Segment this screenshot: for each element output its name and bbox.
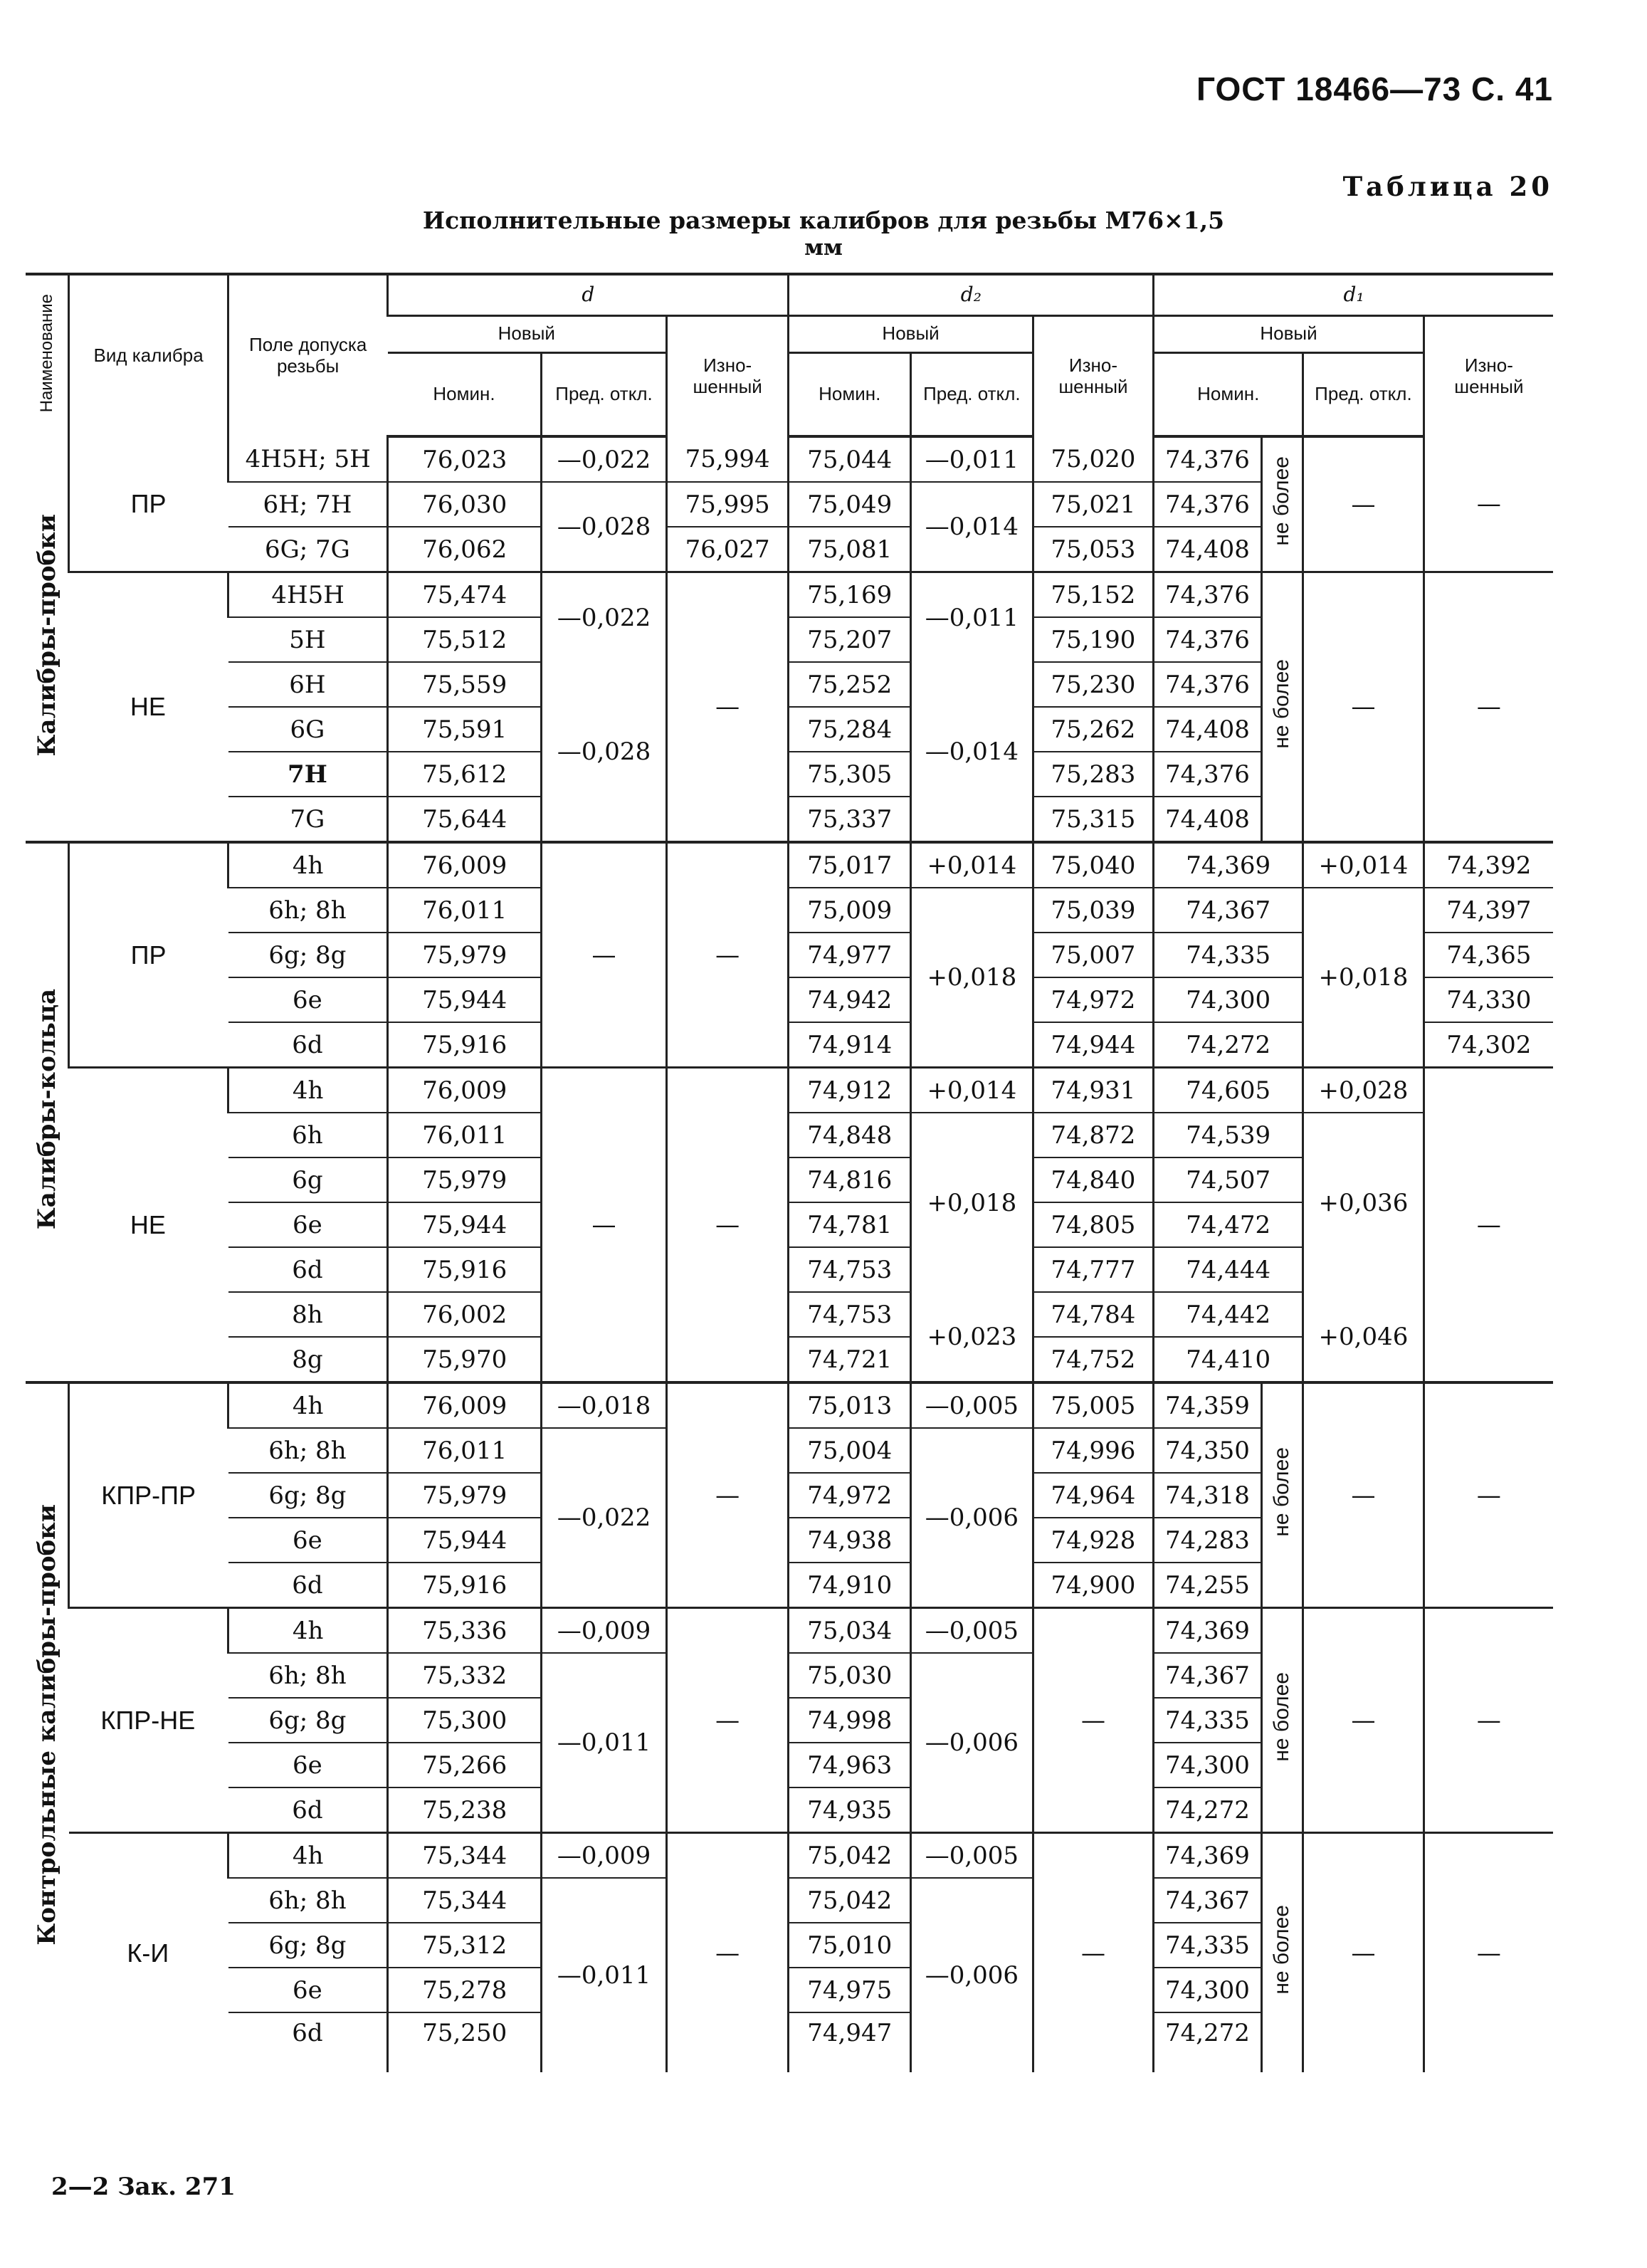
table-title: Исполнительные размеры калибров для резьбы M76×1,5 (422, 206, 1225, 234)
d-worn-cell: 76,027 (666, 527, 789, 572)
group-label-control-plug-gauges: Контрольные калибры-пробки (26, 1382, 69, 2072)
d1-dev-cell: +0,018 (1303, 888, 1424, 1068)
d2-nom-cell: 75,207 (789, 617, 911, 662)
d2-worn-cell: 75,190 (1033, 617, 1154, 662)
tolerance-cell: 6h (228, 1113, 388, 1157)
table-row (26, 1382, 1553, 1428)
note-max: не более (1261, 1382, 1303, 1608)
d1-nom-cell: 74,283 (1154, 1518, 1261, 1563)
tolerance-cell: 4h (228, 1833, 388, 1879)
d2-nom-cell: 74,938 (789, 1518, 911, 1563)
group-label-plug-gauges: Калибры-пробки (32, 514, 61, 757)
d1-nom-cell: 74,300 (1154, 977, 1303, 1022)
d-worn-cell: — (666, 1608, 789, 1833)
d2-nom-cell: 75,305 (789, 752, 911, 797)
tolerance-cell: 6d (228, 1787, 388, 1833)
d1-nom-cell: 74,472 (1154, 1202, 1303, 1247)
d-nom-cell: 75,300 (388, 1698, 542, 1743)
d1-dev-cell: +0,036 (1303, 1113, 1424, 1292)
d2-worn-cell: 74,944 (1033, 1022, 1154, 1068)
gauge-kind: КПР-НЕ (100, 1705, 196, 1735)
d-dev-cell: —0,009 (542, 1608, 667, 1654)
tolerance-cell: 6e (228, 1202, 388, 1247)
tolerance-cell: 6e (228, 977, 388, 1022)
d-nom-cell: 75,944 (388, 977, 542, 1022)
d-nom-cell: 76,009 (388, 1382, 542, 1428)
col-header-d-new: Новый (388, 315, 667, 352)
tolerance-cell: 6g (228, 1157, 388, 1202)
page-footer: 2—2 Зак. 271 (51, 2173, 236, 2201)
d2-dev-cell: —0,011 (911, 572, 1033, 663)
d-worn-cell: — (666, 572, 789, 843)
d1-nom-cell: 74,272 (1154, 1022, 1303, 1068)
d-nom-cell: 75,512 (388, 617, 542, 662)
d1-dev-cell: +0,014 (1303, 842, 1424, 888)
d1-nom-cell: 74,410 (1154, 1337, 1303, 1382)
d-worn-cell: 75,994 (666, 436, 789, 482)
col-header-d: d (388, 274, 789, 315)
d2-nom-cell: 75,017 (789, 842, 911, 888)
d2-nom-cell: 74,998 (789, 1698, 911, 1743)
d2-worn-cell: 74,777 (1033, 1247, 1154, 1292)
tolerance-cell: 6h; 8h (228, 1653, 388, 1698)
d1-nom-cell: 74,376 (1154, 617, 1261, 662)
d1-nom-cell: 74,408 (1154, 707, 1261, 752)
table-row (26, 572, 1553, 618)
tolerance-cell: 4h (228, 1608, 388, 1654)
table-row (26, 436, 1553, 482)
table-row (26, 1292, 1553, 1337)
d-nom-cell: 76,011 (388, 888, 542, 933)
col-header-d2-worn: Изно- шенный (1033, 315, 1154, 436)
d-nom-cell: 75,612 (388, 752, 542, 797)
d1-dev-cell: — (1303, 1382, 1424, 1608)
d-nom-cell: 76,002 (388, 1292, 542, 1337)
d1-nom-cell: 74,408 (1154, 797, 1261, 842)
gauge-kind: ПР (69, 842, 228, 1068)
tolerance-cell: 6g; 8g (228, 1473, 388, 1518)
tolerance-cell: 4h (228, 1068, 388, 1113)
d-nom-cell: 76,011 (388, 1428, 542, 1473)
d2-worn-cell: 74,752 (1033, 1337, 1154, 1382)
d1-nom-cell: 74,605 (1154, 1068, 1303, 1113)
d2-nom-cell: 74,914 (789, 1022, 911, 1068)
d1-nom-cell: 74,376 (1154, 482, 1261, 527)
d2-worn-cell: 74,964 (1033, 1473, 1154, 1518)
d1-dev-cell: — (1303, 1608, 1424, 1833)
d-nom-cell: 76,009 (388, 842, 542, 888)
tolerance-cell: 8g (228, 1337, 388, 1382)
col-header-d2-new: Новый (789, 315, 1033, 352)
gauge-kind: К-И (127, 1938, 169, 1968)
tolerance-cell: 6G (228, 707, 388, 752)
d1-nom-cell: 74,376 (1154, 752, 1261, 797)
d2-dev-cell: —0,014 (911, 482, 1033, 572)
col-header-d2-dev: Пред. откл. (911, 352, 1033, 436)
d-nom-cell: 75,979 (388, 1157, 542, 1202)
d-dev-cell: —0,022 (542, 436, 667, 482)
d2-worn-cell: 75,053 (1033, 527, 1154, 572)
tolerance-cell: 6h; 8h (228, 1428, 388, 1473)
d2-nom-cell: 75,013 (789, 1382, 911, 1428)
d2-worn-cell: 74,805 (1033, 1202, 1154, 1247)
d2-worn-cell: — (1033, 1833, 1154, 2073)
d1-worn-cell: — (1424, 1833, 1553, 2073)
d1-nom-cell: 74,367 (1154, 1878, 1261, 1923)
d2-nom-cell: 75,010 (789, 1923, 911, 1968)
d-dev-cell: —0,009 (542, 1833, 667, 1879)
d2-worn-cell: 75,283 (1033, 752, 1154, 797)
d2-nom-cell: 75,049 (789, 482, 911, 527)
page-header: ГОСТ 18466—73 С. 41 (1196, 70, 1553, 107)
col-header-d1-worn: Изно- шенный (1424, 315, 1553, 436)
tolerance-cell: 6G; 7G (228, 527, 388, 572)
d1-nom-cell: 74,300 (1154, 1743, 1261, 1787)
tolerance-cell: 4H5H (228, 572, 388, 618)
gauge-kind: КПР-ПР (69, 1382, 228, 1608)
tolerance-cell: 6g; 8g (228, 933, 388, 977)
d2-worn-cell: 74,996 (1033, 1428, 1154, 1473)
d2-nom-cell: 75,042 (789, 1878, 911, 1923)
tolerance-cell: 7G (228, 797, 388, 842)
d-worn-cell: — (666, 1382, 789, 1608)
d2-nom-cell: 74,753 (789, 1292, 911, 1337)
d1-nom-cell: 74,255 (1154, 1563, 1261, 1608)
d2-nom-cell: 74,942 (789, 977, 911, 1022)
d2-worn-cell: — (1033, 1608, 1154, 1833)
tolerance-cell: 6e (228, 1968, 388, 2012)
d1-worn-cell: 74,392 (1424, 842, 1553, 888)
d-nom-cell: 75,474 (388, 572, 542, 618)
d2-worn-cell: 74,931 (1033, 1068, 1154, 1113)
d-nom-cell: 75,944 (388, 1202, 542, 1247)
d1-nom-cell: 74,335 (1154, 933, 1303, 977)
d2-worn-cell: 74,928 (1033, 1518, 1154, 1563)
d1-dev-cell: — (1303, 572, 1424, 843)
d1-nom-cell: 74,359 (1154, 1382, 1261, 1428)
d-dev-cell: —0,011 (542, 1878, 667, 2072)
table-row (26, 1068, 1553, 1113)
d1-nom-cell: 74,507 (1154, 1157, 1303, 1202)
d-nom-cell: 75,591 (388, 707, 542, 752)
d2-nom-cell: 74,910 (789, 1563, 911, 1608)
tolerance-cell: 6e (228, 1743, 388, 1787)
d2-nom-cell: 74,753 (789, 1247, 911, 1292)
gauge-kind: ПР (69, 436, 228, 572)
tolerance-cell: 6g; 8g (228, 1698, 388, 1743)
d1-worn-cell: — (1424, 1608, 1553, 1833)
d-dev-cell: —0,018 (542, 1382, 667, 1428)
d2-worn-cell: 74,784 (1033, 1292, 1154, 1337)
d-nom-cell: 75,344 (388, 1833, 542, 1879)
d2-nom-cell: 75,009 (789, 888, 911, 933)
d-worn-cell: — (666, 1068, 789, 1383)
col-header-d1: d₁ (1154, 274, 1553, 315)
d2-worn-cell: 74,872 (1033, 1113, 1154, 1157)
d-nom-cell: 75,979 (388, 933, 542, 977)
d2-worn-cell: 75,262 (1033, 707, 1154, 752)
d1-dev-cell: +0,028 (1303, 1068, 1424, 1113)
tolerance-cell: 6d (228, 1247, 388, 1292)
col-header-d2: d₂ (789, 274, 1154, 315)
col-header-d-dev: Пред. откл. (542, 352, 667, 436)
d1-worn-cell: 74,365 (1424, 933, 1553, 977)
d-nom-cell: 75,916 (388, 1247, 542, 1292)
tolerance-cell: 4h (228, 842, 388, 888)
d1-nom-cell: 74,369 (1154, 1833, 1261, 1879)
col-header-d1-dev: Пред. откл. (1303, 352, 1424, 436)
d2-dev-cell: —0,006 (911, 1878, 1033, 2072)
d2-dev-cell: +0,014 (911, 842, 1033, 888)
d-nom-cell: 75,266 (388, 1743, 542, 1787)
d2-worn-cell: 75,152 (1033, 572, 1154, 618)
d2-dev-cell: +0,014 (911, 1068, 1033, 1113)
d2-nom-cell: 75,030 (789, 1653, 911, 1698)
d1-nom-cell: 74,318 (1154, 1473, 1261, 1518)
d-nom-cell: 75,979 (388, 1473, 542, 1518)
d1-nom-cell: 74,367 (1154, 1653, 1261, 1698)
gauge-kind: НЕ (130, 1209, 166, 1239)
d1-dev-cell: — (1303, 1833, 1424, 2073)
d2-worn-cell: 75,005 (1033, 1382, 1154, 1428)
col-header-tolerance: Поле допуска резьбы (228, 274, 388, 436)
d-nom-cell: 75,250 (388, 2012, 542, 2072)
d-dev-cell: —0,022 (542, 572, 667, 663)
d2-worn-cell: 75,007 (1033, 933, 1154, 977)
d-worn-cell: — (666, 842, 789, 1068)
d1-nom-cell: 74,350 (1154, 1428, 1261, 1473)
d2-worn-cell: 75,039 (1033, 888, 1154, 933)
d2-nom-cell: 75,284 (789, 707, 911, 752)
d1-worn-cell: 74,302 (1424, 1022, 1553, 1068)
d2-dev-cell: +0,018 (911, 1113, 1033, 1292)
col-header-d-nom: Номин. (388, 352, 542, 436)
d2-nom-cell: 75,169 (789, 572, 911, 618)
d2-dev-cell: —0,006 (911, 1428, 1033, 1608)
d2-worn-cell: 74,900 (1033, 1563, 1154, 1608)
d-nom-cell: 76,011 (388, 1113, 542, 1157)
d1-nom-cell: 74,376 (1154, 662, 1261, 707)
d-dev-cell: —0,011 (542, 1653, 667, 1833)
d1-nom-cell: 74,376 (1154, 572, 1261, 618)
tolerance-cell: 6h; 8h (228, 1878, 388, 1923)
d1-nom-cell: 74,444 (1154, 1247, 1303, 1292)
d1-worn-cell: 74,330 (1424, 977, 1553, 1022)
d2-worn-cell: 75,040 (1033, 842, 1154, 888)
d2-nom-cell: 75,034 (789, 1608, 911, 1654)
table-row (26, 888, 1553, 933)
d1-nom-cell: 74,369 (1154, 1608, 1261, 1654)
d2-nom-cell: 74,912 (789, 1068, 911, 1113)
d2-nom-cell: 75,044 (789, 436, 911, 482)
tolerance-cell: 4h (228, 1382, 388, 1428)
tolerance-cell: 6d (228, 1022, 388, 1068)
d2-nom-cell: 74,781 (789, 1202, 911, 1247)
d1-nom-cell: 74,335 (1154, 1698, 1261, 1743)
d-worn-cell: — (666, 1833, 789, 2073)
d2-dev-cell: —0,006 (911, 1653, 1033, 1833)
d1-dev-cell: — (1303, 436, 1424, 572)
d2-dev-cell: —0,011 (911, 436, 1033, 482)
gauge-dimensions-table (26, 273, 1553, 2072)
d1-nom-cell: 74,442 (1154, 1292, 1303, 1337)
d2-dev-cell: +0,023 (911, 1292, 1033, 1382)
table-row (26, 1833, 1553, 1879)
d1-nom-cell: 74,376 (1154, 436, 1261, 482)
d1-worn-cell: — (1424, 1068, 1553, 1383)
col-header-d1-nom: Номин. (1154, 352, 1303, 436)
d2-dev-cell: —0,005 (911, 1833, 1033, 1879)
tolerance-cell: 8h (228, 1292, 388, 1337)
d-nom-cell: 75,916 (388, 1022, 542, 1068)
d2-nom-cell: 74,947 (789, 2012, 911, 2072)
d-dev-cell: —0,028 (542, 482, 667, 572)
d2-nom-cell: 74,816 (789, 1157, 911, 1202)
tolerance-cell: 6H; 7H (228, 482, 388, 527)
d2-worn-cell: 75,021 (1033, 482, 1154, 527)
d1-nom-cell: 74,272 (1154, 2012, 1261, 2072)
d-nom-cell: 76,009 (388, 1068, 542, 1113)
d2-worn-cell: 75,230 (1033, 662, 1154, 707)
d2-nom-cell: 75,081 (789, 527, 911, 572)
tolerance-cell: 5H (228, 617, 388, 662)
d1-nom-cell: 74,300 (1154, 1968, 1261, 2012)
d-nom-cell: 75,559 (388, 662, 542, 707)
tolerance-cell: 6d (292, 2019, 323, 2047)
d-dev-cell: —0,022 (542, 1428, 667, 1608)
d-dev-cell: — (542, 1068, 667, 1383)
d-nom-cell: 75,344 (388, 1878, 542, 1923)
d2-nom-cell: 75,252 (789, 662, 911, 707)
table-units: мм (804, 235, 843, 261)
d-worn-cell: 75,995 (666, 482, 789, 527)
note-max: не более (1261, 1833, 1303, 2073)
d1-dev-cell: +0,046 (1303, 1292, 1424, 1382)
col-header-name: Наименование (26, 274, 69, 436)
d2-nom-cell: 74,972 (789, 1473, 911, 1518)
tolerance-cell: 7H (228, 752, 388, 797)
d2-dev-cell: —0,014 (911, 662, 1033, 842)
d1-worn-cell: — (1424, 1382, 1553, 1608)
d1-worn-cell: 74,397 (1424, 888, 1553, 933)
d2-dev-cell: +0,018 (911, 888, 1033, 1068)
d2-nom-cell: 75,042 (789, 1833, 911, 1879)
col-header-kind: Вид калибра (69, 274, 228, 436)
table-row (26, 1113, 1553, 1157)
d2-worn-cell: 75,315 (1033, 797, 1154, 842)
d2-nom-cell: 75,337 (789, 797, 911, 842)
d-nom-cell: 76,062 (388, 527, 542, 572)
tolerance-cell: 6g; 8g (228, 1923, 388, 1968)
d1-nom-cell: 74,367 (1154, 888, 1303, 933)
d-nom-cell: 76,030 (388, 482, 542, 527)
d1-nom-cell: 74,272 (1154, 1787, 1261, 1833)
tolerance-cell: 6h; 8h (228, 888, 388, 933)
d1-nom-cell: 74,408 (1154, 527, 1261, 572)
d-nom-cell: 75,278 (388, 1968, 542, 2012)
tolerance-cell: 6d (228, 1563, 388, 1608)
col-header-d-worn: Изно- шенный (666, 315, 789, 436)
d1-worn-cell: — (1424, 572, 1553, 843)
gauge-kind: НЕ (130, 692, 166, 721)
d2-nom-cell: 75,004 (789, 1428, 911, 1473)
d-nom-cell: 75,944 (388, 1518, 542, 1563)
d-nom-cell: 75,644 (388, 797, 542, 842)
table-row (26, 842, 1553, 888)
col-header-d1-new: Новый (1154, 315, 1424, 352)
d1-nom-cell: 74,369 (1154, 842, 1303, 888)
d2-nom-cell: 74,975 (789, 1968, 911, 2012)
table-row (26, 1608, 1553, 1654)
d-nom-cell: 75,312 (388, 1923, 542, 1968)
d2-nom-cell: 74,977 (789, 933, 911, 977)
group-label-ring-gauges: Калибры-кольца (26, 842, 69, 1382)
tolerance-cell: 6e (228, 1518, 388, 1563)
d2-worn-cell: 74,972 (1033, 977, 1154, 1022)
d-nom-cell: 75,970 (388, 1337, 542, 1382)
d-nom-cell: 75,332 (388, 1653, 542, 1698)
tolerance-cell: 6H (228, 662, 388, 707)
d1-nom-cell: 74,539 (1154, 1113, 1303, 1157)
tolerance-cell: 4H5H; 5H (228, 436, 388, 482)
d1-worn-cell: — (1424, 436, 1553, 572)
note-max: не более (1261, 1608, 1303, 1833)
d-nom-cell: 76,023 (388, 436, 542, 482)
d2-nom-cell: 74,935 (789, 1787, 911, 1833)
d-nom-cell: 75,336 (388, 1608, 542, 1654)
d2-nom-cell: 74,848 (789, 1113, 911, 1157)
d2-nom-cell: 74,721 (789, 1337, 911, 1382)
note-max: не более (1261, 572, 1303, 843)
d-nom-cell: 75,916 (388, 1563, 542, 1608)
d2-worn-cell: 74,840 (1033, 1157, 1154, 1202)
d1-nom-cell: 74,335 (1154, 1923, 1261, 1968)
d2-nom-cell: 74,963 (789, 1743, 911, 1787)
note-max: не более (1261, 436, 1303, 572)
col-header-d2-nom: Номин. (789, 352, 911, 436)
d-dev-cell: —0,028 (542, 662, 667, 842)
d-nom-cell: 75,238 (388, 1787, 542, 1833)
table-number: Таблица 20 (1342, 171, 1553, 202)
d-dev-cell: — (542, 842, 667, 1068)
d2-worn-cell: 75,020 (1033, 436, 1154, 482)
d2-dev-cell: —0,005 (911, 1382, 1033, 1428)
d2-dev-cell: —0,005 (911, 1608, 1033, 1654)
